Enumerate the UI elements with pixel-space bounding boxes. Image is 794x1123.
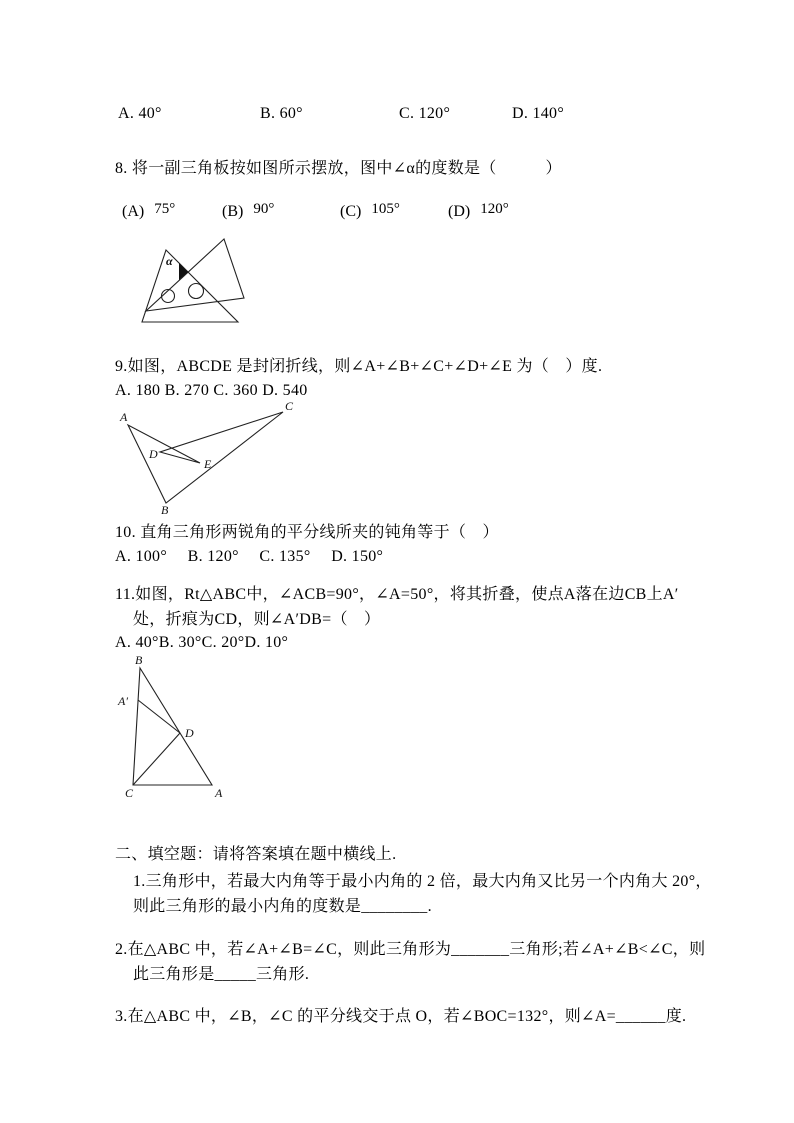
q8-option-a-tag: (A): [122, 203, 145, 220]
q7-option-a: A. 40°: [118, 105, 162, 122]
vertex-label-a: A: [215, 786, 223, 800]
figure-folded-triangle: [115, 655, 235, 805]
q8-option-d: [448, 203, 509, 221]
set-square-2: [146, 239, 244, 311]
finger-hole-2: [189, 284, 204, 299]
q9-stem: 9.如图，ABCDE 是封闭折线，则∠A+∠B+∠C+∠D+∠E 为（ ）度.: [115, 358, 603, 375]
q8-option-b-value: 90°: [253, 201, 275, 217]
fill2-line1: 2.在△ABC 中，若∠A+∠B=∠C，则此三角形为_______三角形;若∠A+∠B<∠C，则: [115, 941, 706, 958]
figure-set-squares: [135, 230, 255, 330]
vertex-label-a-prime: A′: [118, 694, 128, 708]
alpha-angle-mark: [179, 263, 188, 280]
finger-hole-1: [162, 290, 175, 303]
q9-options: A. 180 B. 270 C. 360 D. 540: [115, 382, 308, 399]
q11-stem-line1: 11.如图，Rt△ABC中，∠ACB=90°，∠A=50°，将其折叠，使点A落在边CB上A′: [115, 586, 679, 603]
fill1-line2: 则此三角形的最小内角的度数是________.: [133, 898, 432, 915]
vertex-label-c: C: [285, 399, 294, 413]
vertex-label-a: A: [120, 410, 128, 424]
section2-header: 二、填空题：请将答案填在题中横线上.: [115, 846, 397, 863]
q8-option-d-tag: (D): [448, 203, 471, 220]
q11-stem-line2: 处，折痕为CD，则∠A′DB=（ ）: [133, 611, 381, 628]
q8-option-b: [222, 203, 274, 221]
q8-option-c-tag: (C): [340, 203, 362, 220]
fill1-line1: 1.三角形中，若最大内角等于最小内角的 2 倍，最大内角又比另一个内角大 20°，: [133, 873, 712, 890]
vertex-label-e: E: [204, 457, 212, 471]
segment-a-prime-d: [138, 700, 180, 733]
q8-option-d-value: 120°: [480, 201, 509, 217]
q11-options: A. 40°B. 30°C. 20°D. 10°: [115, 634, 289, 651]
vertex-label-b: B: [135, 653, 143, 667]
q7-option-b: B. 60°: [260, 105, 303, 122]
q8-option-a-value: 75°: [154, 201, 176, 217]
figure-polyline-abcde: [110, 400, 310, 518]
q8-stem: 8. 将一副三角板按如图所示摆放，图中∠α的度数是（ ）: [115, 160, 562, 177]
vertex-label-d: D: [185, 726, 194, 740]
alpha-label: α: [166, 254, 173, 268]
q7-option-c: C. 120°: [399, 105, 451, 122]
vertex-label-d: D: [149, 447, 158, 461]
crease-cd: [133, 733, 180, 785]
q8-option-a: [122, 203, 175, 221]
q7-option-d: D. 140°: [512, 105, 565, 122]
q8-option-b-tag: (B): [222, 203, 244, 220]
q10-stem: 10. 直角三角形两锐角的平分线所夹的钝角等于（ ）: [115, 524, 499, 541]
fill2-line2: 此三角形是_____三角形.: [133, 966, 310, 983]
fill3-line: 3.在△ABC 中，∠B，∠C 的平分线交于点 O，若∠BOC=132°，则∠A=______度.: [115, 1008, 687, 1025]
q8-option-c: [340, 203, 400, 221]
vertex-label-c: C: [125, 786, 134, 800]
q10-options: A. 100° B. 120° C. 135° D. 150°: [115, 548, 384, 565]
q8-option-c-value: 105°: [371, 201, 400, 217]
vertex-label-b: B: [161, 503, 169, 517]
